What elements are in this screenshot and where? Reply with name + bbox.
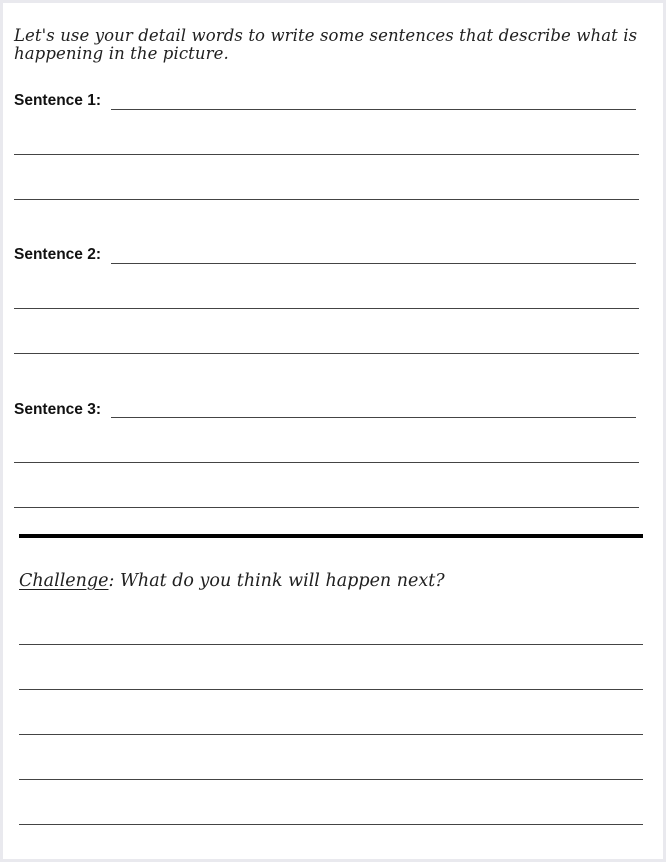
section-divider — [19, 534, 643, 538]
sentence-2-write-line-2[interactable] — [14, 308, 639, 309]
challenge-write-line-1[interactable] — [19, 644, 643, 645]
sentence-1-write-line-2[interactable] — [14, 154, 639, 155]
sentence-1-write-line-3[interactable] — [14, 199, 639, 200]
worksheet-page — [3, 3, 663, 859]
challenge-prompt: : What do you think will happen next? — [108, 571, 445, 591]
challenge-write-line-5[interactable] — [19, 824, 643, 825]
sentence-2-label: Sentence 2: — [14, 246, 102, 263]
challenge-heading — [19, 571, 445, 591]
sentence-2-write-line[interactable] — [111, 263, 636, 264]
instructions-text: Let's use your detail words to write some sentences that describe what is happening in the picture. — [14, 26, 638, 63]
sentence-2-write-line-3[interactable] — [14, 353, 639, 354]
sentence-3-write-line-2[interactable] — [14, 462, 639, 463]
sentence-1-write-line[interactable] — [111, 109, 636, 110]
sentence-3-write-line[interactable] — [111, 417, 636, 418]
sentence-3-write-line-3[interactable] — [14, 507, 639, 508]
sentence-1-label: Sentence 1: — [14, 92, 102, 109]
challenge-write-line-4[interactable] — [19, 779, 643, 780]
challenge-write-line-3[interactable] — [19, 734, 643, 735]
challenge-write-line-2[interactable] — [19, 689, 643, 690]
sentence-3-label: Sentence 3: — [14, 401, 102, 418]
challenge-title: Challenge — [19, 571, 109, 591]
